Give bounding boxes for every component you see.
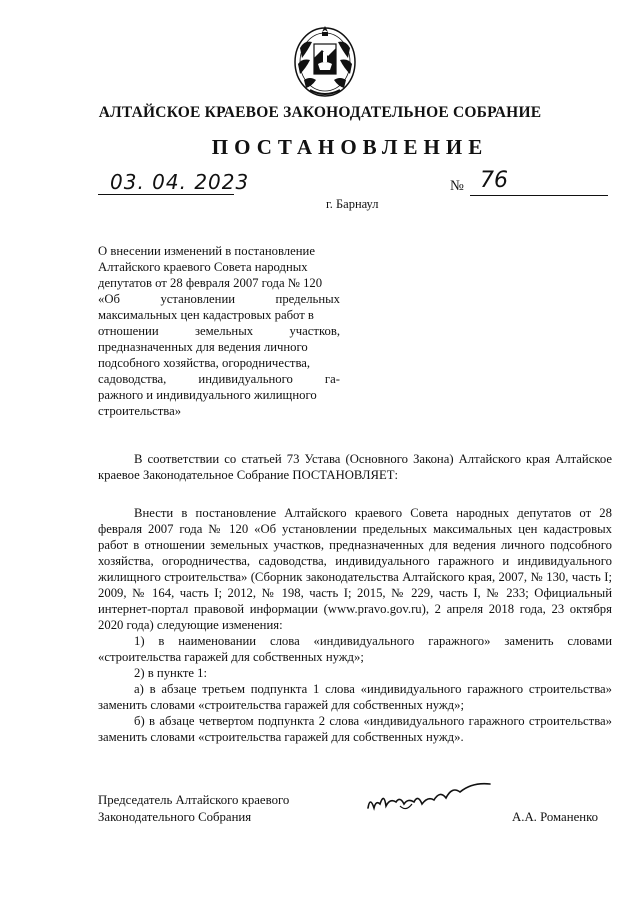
subject-line: ражного и индивидуального жилищного [98, 388, 317, 402]
item-2-paragraph: 2) в пункте 1: [134, 666, 208, 680]
document-number: 76 [480, 168, 508, 193]
subject-line: депутатов от 28 февраля 2007 года № 120 [98, 276, 323, 290]
subject-line: строительства» [98, 404, 182, 418]
item-2b-paragraph: б) в абзаце четвертом подпункта 2 слова «индивидуального гаражного строительства» заменить словами «строительства гаражей для собственных нужд». [98, 714, 612, 744]
position-line: Председатель Алтайского краевого [98, 793, 290, 807]
document-date: 03. 04. 2023 [110, 170, 250, 194]
number-label: № [450, 178, 464, 194]
subject-line: Алтайского краевого Совета народных [98, 260, 308, 274]
preamble-paragraph: В соответствии со статьей 73 Устава (Основного Закона) Алтайского края Алтайское краевое Законодательное Собрание ПОСТАНОВЛЯЕТ: [98, 452, 612, 482]
document-subject [98, 243, 340, 419]
handwritten-signature [360, 778, 500, 818]
document-body [98, 451, 612, 745]
subject-line: садоводства, индивидуального га- [98, 372, 340, 386]
coat-of-arms-icon [290, 18, 360, 100]
number-underline [470, 195, 608, 196]
subject-line: максимальных цен кадастровых работ в [98, 308, 314, 322]
subject-line: подсобного хозяйства, огородничества, [98, 356, 311, 370]
subject-line: отношении земельных участков, [98, 324, 340, 338]
position-line: Законодательного Собрания [98, 810, 252, 824]
signatory-position [98, 792, 289, 826]
subject-line: О внесении изменений в постановление [98, 244, 315, 258]
organization-name: АЛТАЙСКОЕ КРАЕВОЕ ЗАКОНОДАТЕЛЬНОЕ СОБРАНИЕ [98, 104, 542, 121]
document-type: ПОСТАНОВЛЕНИЕ [211, 135, 489, 159]
subject-line: предназначенных для ведения личного [98, 340, 308, 354]
item-1-paragraph: 1) в наименовании слова «индивидуального гаражного» заменить словами «строительства гаражей для собственных нужд»; [98, 634, 612, 664]
subject-line: «Об установлении предельных [98, 292, 340, 306]
date-underline [98, 194, 234, 195]
city: г. Барнаул [326, 197, 379, 211]
item-2a-paragraph: а) в абзаце третьем подпункта 1 слова «индивидуального гаражного строительства» заменить словами «строительства гаражей для собственных нужд»; [98, 682, 612, 712]
signatory-name: А.А. Романенко [512, 810, 599, 824]
main-paragraph: Внести в постановление Алтайского краевого Совета народных депутатов от 28 февраля 2007 года № 120 «Об установлении предельных максимальных цен кадастровых работ в отношении земельных участков, предназначенных для ведения личного подсобного хозяйства, огородничества, садоводства, индивидуального гаражного и индивидуального жилищного строительства» (Сборник законодательства Алтайского края, 2007, № 130, часть I; 2009, № 164, часть I; 2012, № 198, часть I; 2015, № 229, часть I, № 233; Официальный интернет-портал правовой информации (www.pravo.gov.ru), 2 апреля 2018 года, 23 октября 2020 года) следующие изменения: [98, 506, 612, 632]
